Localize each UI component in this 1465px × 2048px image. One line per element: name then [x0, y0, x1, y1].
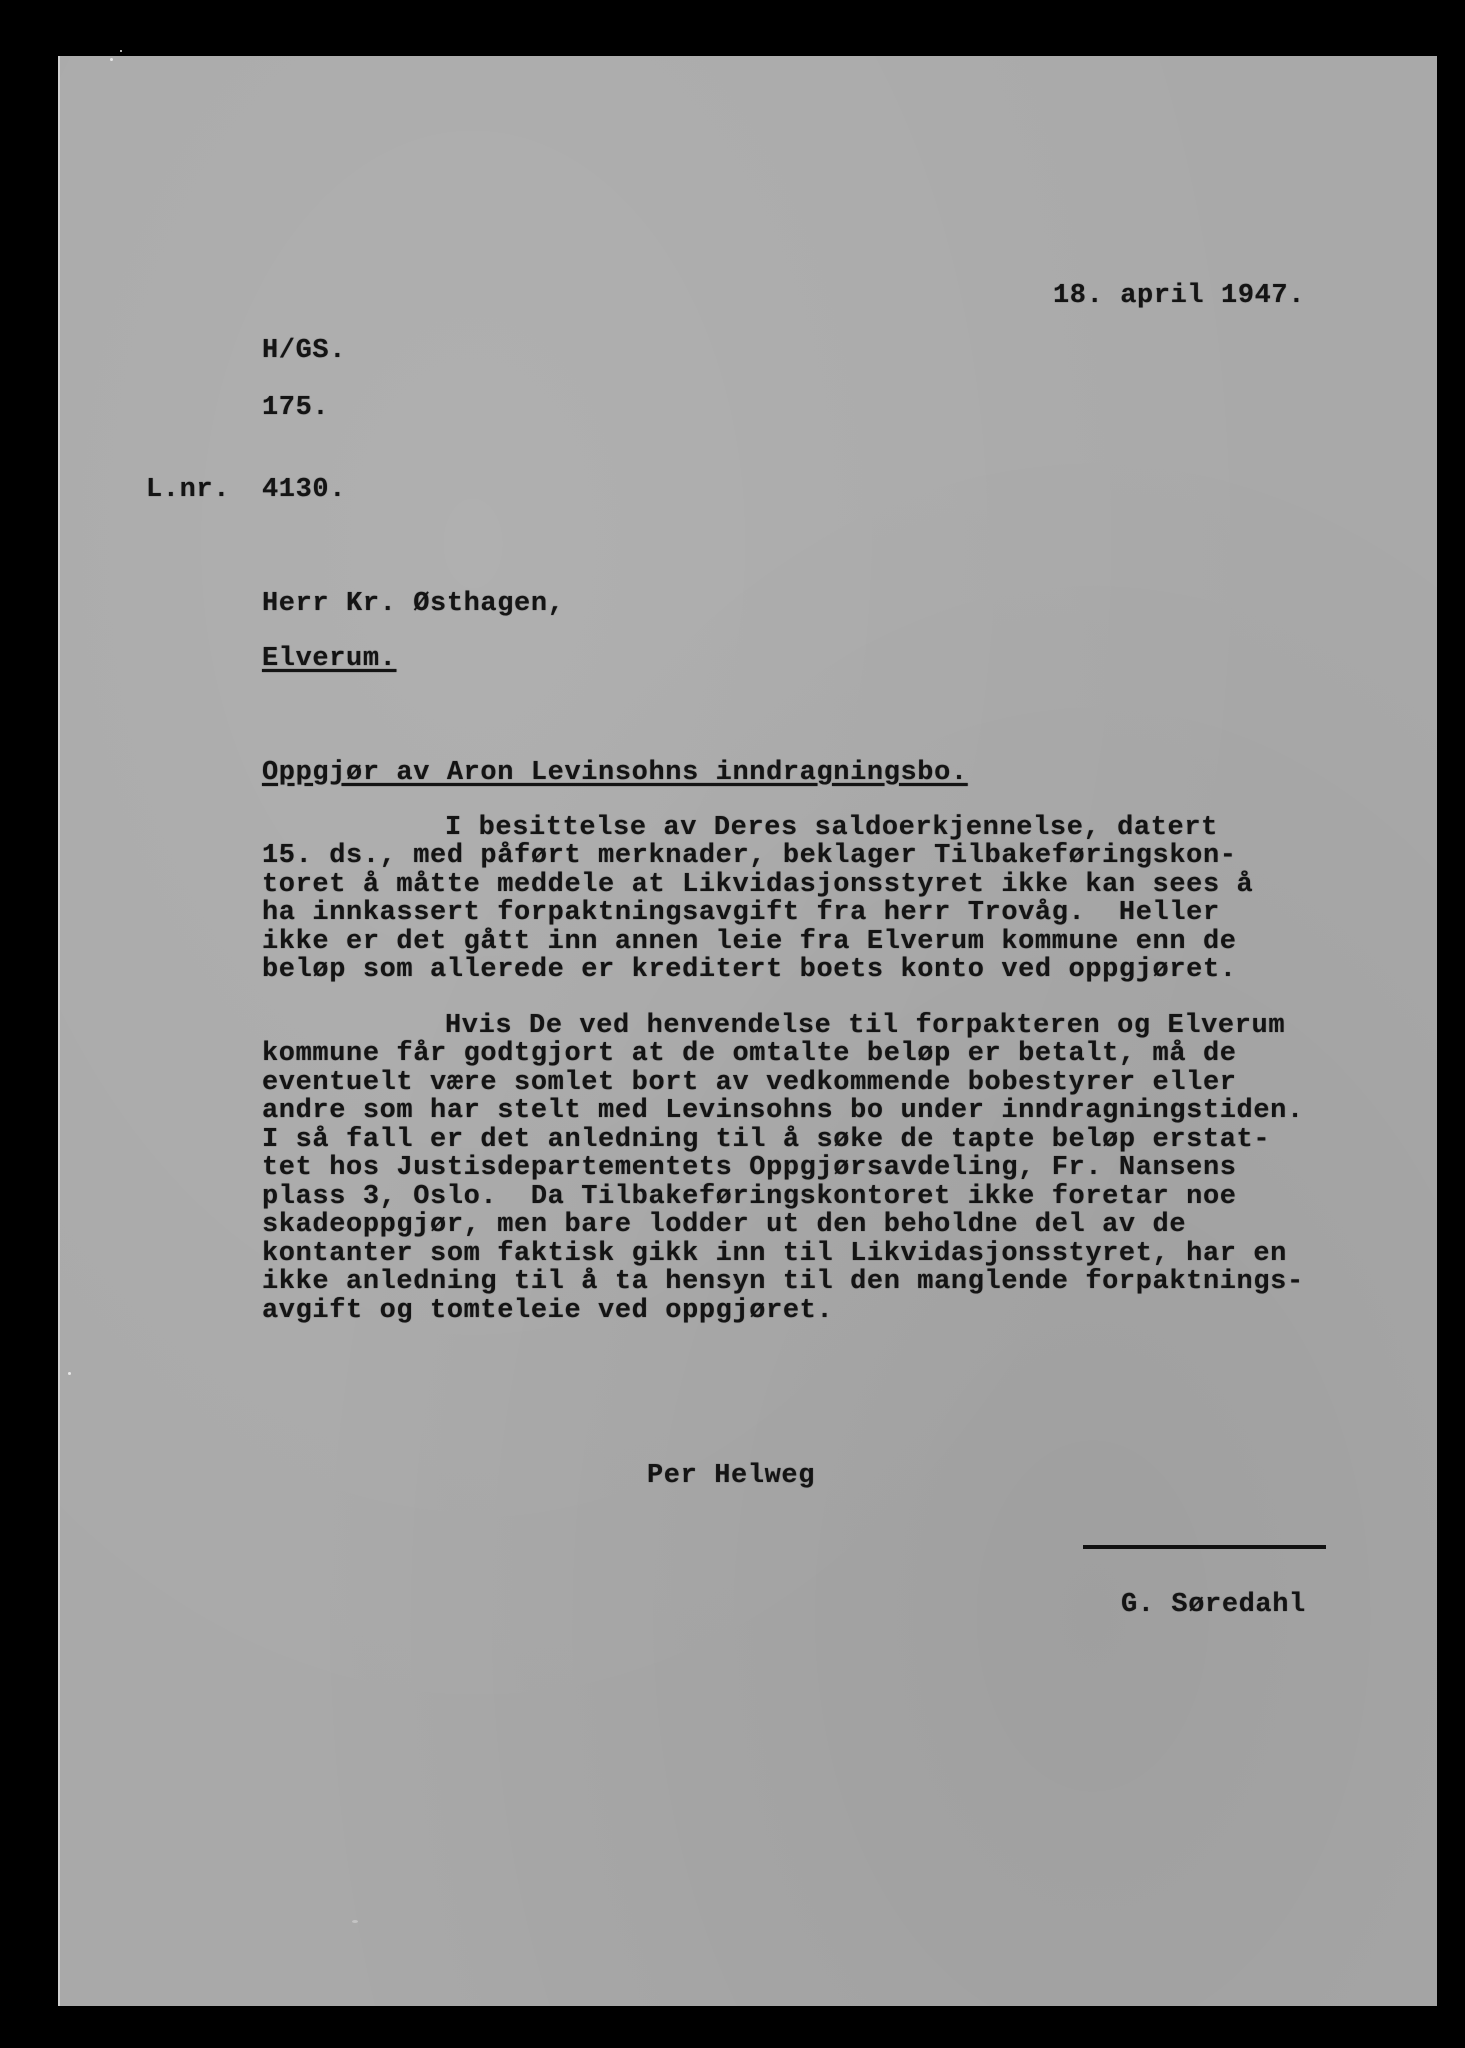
body-line: ikke anledning til å ta hensyn til den manglende forpaktnings- — [262, 1267, 1304, 1297]
letter-subject: Oppgjør av Aron Levinsohns inndragningsbo. — [262, 758, 968, 788]
body-line: kontanter som faktisk gikk inn til Likvidasjonsstyret, har en — [262, 1239, 1287, 1269]
reference-number: 175. — [262, 393, 330, 423]
body-line: tet hos Justisdepartementets Oppgjørsavdeling, Fr. Nansens — [262, 1153, 1237, 1183]
body-line: I besittelse av Deres saldoerkjennelse, datert — [445, 813, 1218, 843]
reference-initials: H/GS. — [262, 336, 347, 366]
signature-name: Per Helweg — [647, 1461, 816, 1491]
recipient-place: Elverum. — [262, 644, 397, 674]
body-line: 15. ds., med påført merknader, beklager Tilbakeføringskon- — [262, 841, 1237, 871]
lnr-label: L.nr. — [146, 475, 231, 505]
body-line: kommune får godtgjort at de omtalte beløp er betalt, må de — [262, 1039, 1237, 1069]
secondary-signature: G. Søredahl — [1121, 1590, 1306, 1620]
body-line: ha innkassert forpaktningsavgift fra herr Trovåg. Heller — [262, 898, 1220, 928]
recipient-name: Herr Kr. Østhagen, — [262, 589, 565, 619]
scan-speck — [352, 1920, 358, 1923]
body-line: avgift og tomteleie ved oppgjøret. — [262, 1296, 834, 1326]
body-line: skadeoppgjør, men bare lodder ut den beholdne del av de — [262, 1210, 1187, 1240]
lnr-value: 4130. — [262, 475, 347, 505]
body-line: Hvis De ved henvendelse til forpakteren og Elverum — [445, 1011, 1286, 1041]
body-line: ikke er det gått inn annen leie fra Elverum kommune enn de — [262, 927, 1237, 957]
body-line: I så fall er det anledning til å søke de tapte beløp erstat- — [262, 1125, 1271, 1155]
body-line: eventuelt være somlet bort av vedkommende bobestyrer eller — [262, 1068, 1237, 1098]
scan-speck — [110, 58, 113, 61]
body-line: toret å måtte meddele at Likvidasjonsstyret ikke kan sees å — [262, 870, 1254, 900]
scan-speck — [68, 1372, 71, 1375]
body-line: beløp som allerede er kreditert boets konto ved oppgjøret. — [262, 955, 1237, 985]
body-line: andre som har stelt med Levinsohns bo under inndragningstiden. — [262, 1096, 1304, 1126]
scan-speck — [120, 50, 122, 52]
body-line: plass 3, Oslo. Da Tilbakeføringskontoret ikke foretar noe — [262, 1182, 1237, 1212]
letter-date: 18. april 1947. — [1053, 281, 1306, 311]
signature-line — [1083, 1545, 1326, 1549]
